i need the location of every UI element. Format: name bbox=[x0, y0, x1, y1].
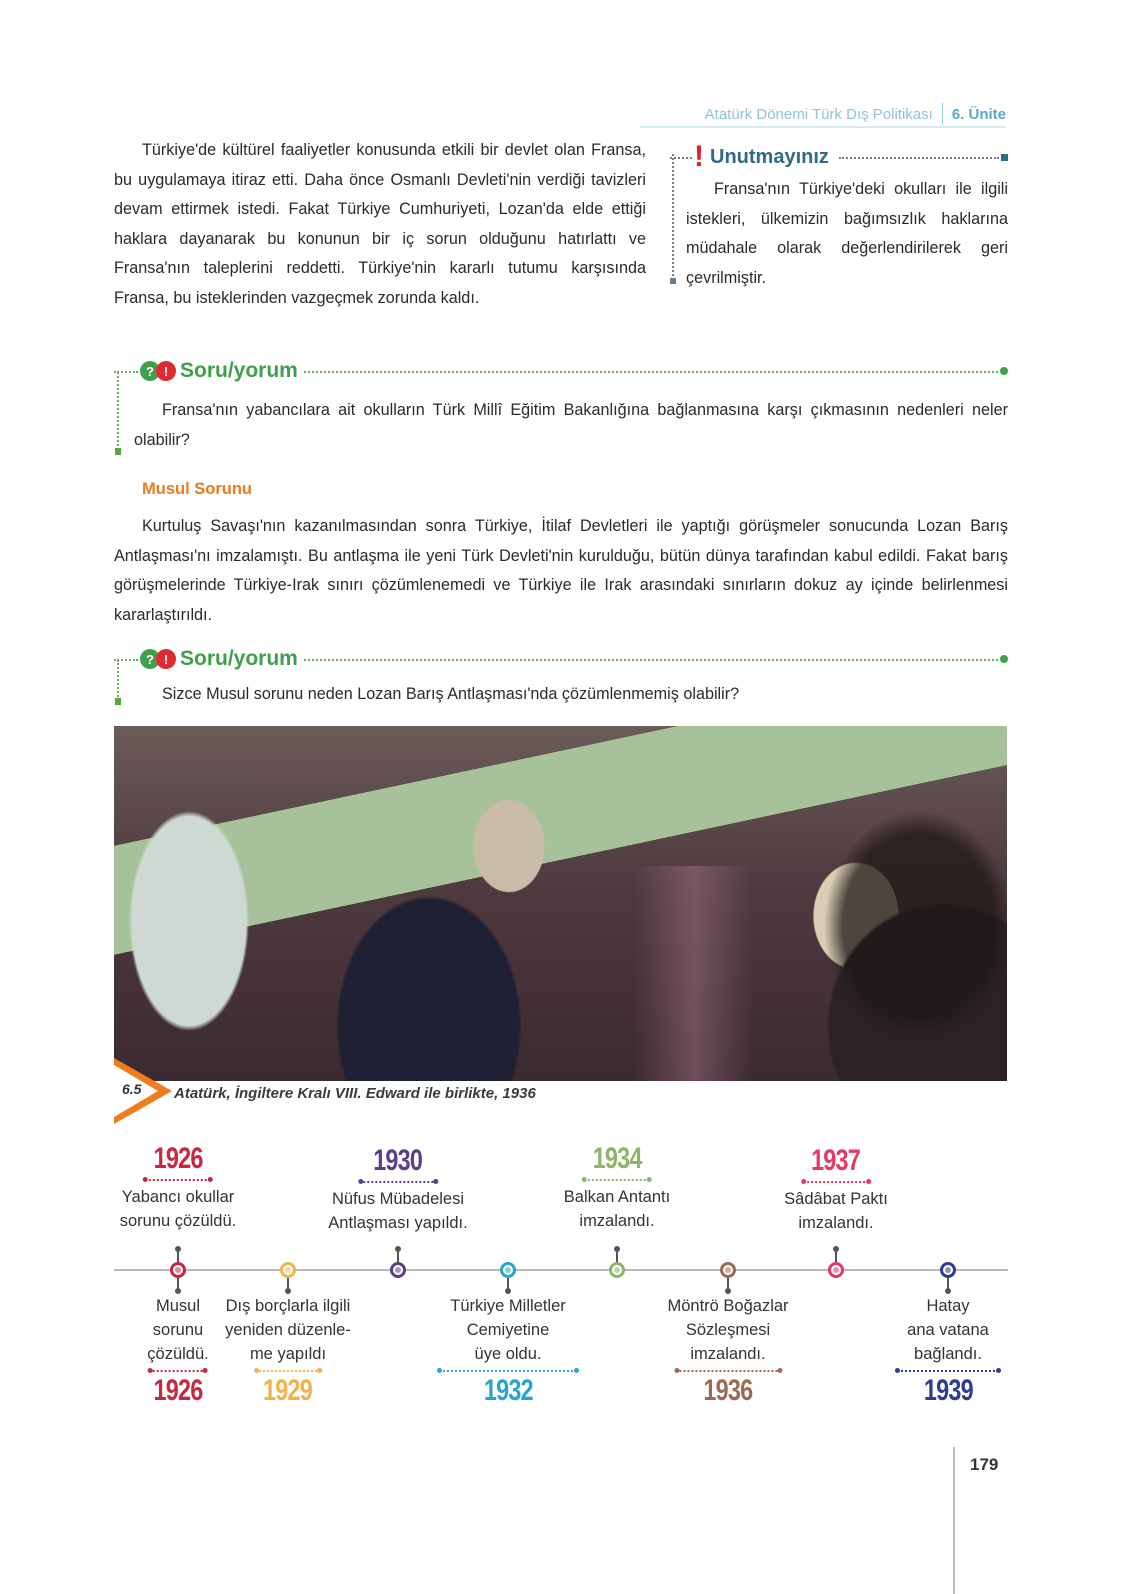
timeline-node bbox=[828, 1262, 844, 1278]
note-border bbox=[672, 154, 674, 284]
unit-label: 6. Ünite bbox=[951, 105, 1006, 123]
question-title: Soru/yorum bbox=[180, 359, 298, 382]
event-year: 1929 bbox=[263, 1374, 313, 1407]
event-description: Hatay bbox=[926, 1297, 970, 1315]
event-description: üye oldu. bbox=[474, 1345, 542, 1363]
exclamation-icon: ! bbox=[694, 140, 704, 173]
event-description: Yabancı okullar bbox=[121, 1188, 235, 1206]
timeline-event-below bbox=[439, 1294, 577, 1407]
question-text: Fransa'nın yabancılara ait okulların Türk Millî Eğitim Bakanlığına bağlanmasına karşı çıkmasının nedenleri neler olabilir? bbox=[134, 401, 1008, 449]
timeline-node bbox=[720, 1262, 736, 1278]
timeline-event-below bbox=[225, 1294, 351, 1407]
event-description: Nüfus Mübadelesi bbox=[331, 1190, 465, 1208]
timeline-event-above bbox=[328, 1146, 467, 1235]
header-rule bbox=[640, 126, 1006, 128]
note-border-end bbox=[670, 278, 676, 284]
event-year: 1937 bbox=[811, 1144, 861, 1177]
timeline-node bbox=[609, 1262, 625, 1278]
question-text: Sizce Musul sorunu neden Lozan Barış Antlaşması'nda çözümlenmemiş olabilir? bbox=[162, 685, 740, 703]
timeline-event-above bbox=[120, 1144, 237, 1233]
event-description: Antlaşması yapıldı. bbox=[328, 1214, 468, 1232]
event-year: 1934 bbox=[592, 1142, 642, 1175]
timeline-node bbox=[390, 1262, 406, 1278]
question-bubble-icon: ? bbox=[140, 361, 160, 381]
historical-photo bbox=[114, 726, 1007, 1081]
header-divider bbox=[942, 103, 943, 125]
event-year: 1930 bbox=[373, 1144, 423, 1177]
event-description: Cemiyetine bbox=[466, 1321, 550, 1339]
event-description: imzalandı. bbox=[690, 1345, 766, 1363]
event-description: yeniden düzenle- bbox=[225, 1321, 351, 1339]
event-description: ana vatana bbox=[907, 1321, 989, 1339]
event-year: 1932 bbox=[483, 1374, 533, 1407]
question-title-row bbox=[114, 644, 1008, 674]
intro-paragraph: Türkiye'de kültürel faaliyetler konusunda etkili bir devlet olan Fransa, bu uygulamaya itiraz etti. Daha önce Osmanlı Devleti'nin verdiği tavizleri devam ettirmek istedi. Fakat Türkiye Cumhuriyeti, Lozan'da elde ettiği haklara dayanarak bu konunun bir iç sorun olduğunu hatırlattı ve Fransa'nın taleplerini reddetti. Türkiye'nin kararlı tutumu karşısında Fransa, bu isteklerinden vazgeçmek zorunda kaldı. bbox=[114, 141, 646, 307]
page-margin-rule bbox=[953, 1447, 955, 1594]
timeline-event-below bbox=[897, 1294, 999, 1407]
timeline-node bbox=[500, 1262, 516, 1278]
timeline-event-above bbox=[784, 1146, 888, 1235]
event-description: Sâdâbat Paktı bbox=[784, 1190, 888, 1208]
timeline-event-above bbox=[564, 1144, 670, 1233]
event-year: 1939 bbox=[923, 1374, 973, 1407]
exclamation-bubble-icon: ! bbox=[156, 649, 176, 669]
timeline-event-below bbox=[667, 1294, 788, 1407]
section-title: Atatürk Dönemi Türk Dış Politikası bbox=[704, 105, 933, 123]
event-year: 1926 bbox=[153, 1142, 203, 1175]
event-year: 1926 bbox=[153, 1374, 203, 1407]
event-description: me yapıldı bbox=[249, 1345, 327, 1363]
event-description: Musul bbox=[155, 1297, 200, 1315]
figure-number: 6.5 bbox=[122, 1081, 142, 1097]
timeline bbox=[114, 1140, 1008, 1420]
event-description: imzalandı. bbox=[798, 1214, 874, 1232]
figure-caption bbox=[114, 1058, 714, 1124]
event-description: sorunu çözüldü. bbox=[119, 1212, 237, 1230]
caption-text: Atatürk, İngiltere Kralı VIII. Edward ile birlikte, 1936 bbox=[174, 1085, 536, 1102]
speech-bubbles-icon bbox=[140, 649, 176, 669]
question-title-row bbox=[114, 356, 1008, 386]
speech-bubbles-icon bbox=[140, 361, 176, 381]
running-header bbox=[705, 103, 1006, 125]
timeline-node bbox=[170, 1262, 186, 1278]
event-description: Türkiye Milletler bbox=[450, 1297, 566, 1315]
event-description: Dış borçlarla ilgili bbox=[225, 1297, 351, 1315]
event-year: 1936 bbox=[703, 1374, 753, 1407]
event-description: çözüldü. bbox=[147, 1345, 209, 1363]
event-description: Balkan Antantı bbox=[563, 1188, 671, 1206]
note-title: Unutmayınız bbox=[710, 145, 829, 168]
event-description: sorunu bbox=[152, 1321, 204, 1339]
question-bubble-icon: ? bbox=[140, 649, 160, 669]
reminder-box bbox=[670, 142, 1008, 293]
timeline-node bbox=[280, 1262, 296, 1278]
question-box-2 bbox=[114, 644, 1008, 710]
section-heading: Musul Sorunu bbox=[142, 480, 252, 498]
exclamation-bubble-icon: ! bbox=[156, 361, 176, 381]
event-description: imzalandı. bbox=[579, 1212, 655, 1230]
event-description: Möntrö Boğazlar bbox=[667, 1297, 789, 1315]
timeline-node bbox=[940, 1262, 956, 1278]
event-description: Sözleşmesi bbox=[685, 1321, 771, 1339]
note-text: Fransa'nın Türkiye'deki okulları ile ilgili istekleri, ülkemizin bağımsızlık haklarına müdahale olarak değerlendirilerek geri çevrilmiştir. bbox=[686, 180, 1008, 287]
timeline-axis bbox=[114, 1269, 1008, 1271]
event-description: bağlandı. bbox=[914, 1345, 982, 1363]
page-number: 179 bbox=[970, 1455, 999, 1474]
timeline-event-below bbox=[147, 1294, 210, 1407]
question-title: Soru/yorum bbox=[180, 647, 298, 670]
note-title-row bbox=[670, 142, 1008, 172]
musul-paragraph: Kurtuluş Savaşı'nın kazanılmasından sonra Türkiye, İtilaf Devletleri ile yaptığı görüşmeler sonucunda Lozan Barış Antlaşması'nı imzalamıştı. Bu antlaşma ile yeni Türk Devleti'nin kurulduğu, bütün dünya tarafından kabul edildi. Fakat barış görüşmelerinde Türkiye-Irak sınırı çözümlenemedi ve Türkiye ile Irak arasındaki sınırların dokuz ay içinde belirlenmesi kararlaştırıldı. bbox=[114, 517, 1008, 624]
question-box-1 bbox=[114, 356, 1008, 455]
